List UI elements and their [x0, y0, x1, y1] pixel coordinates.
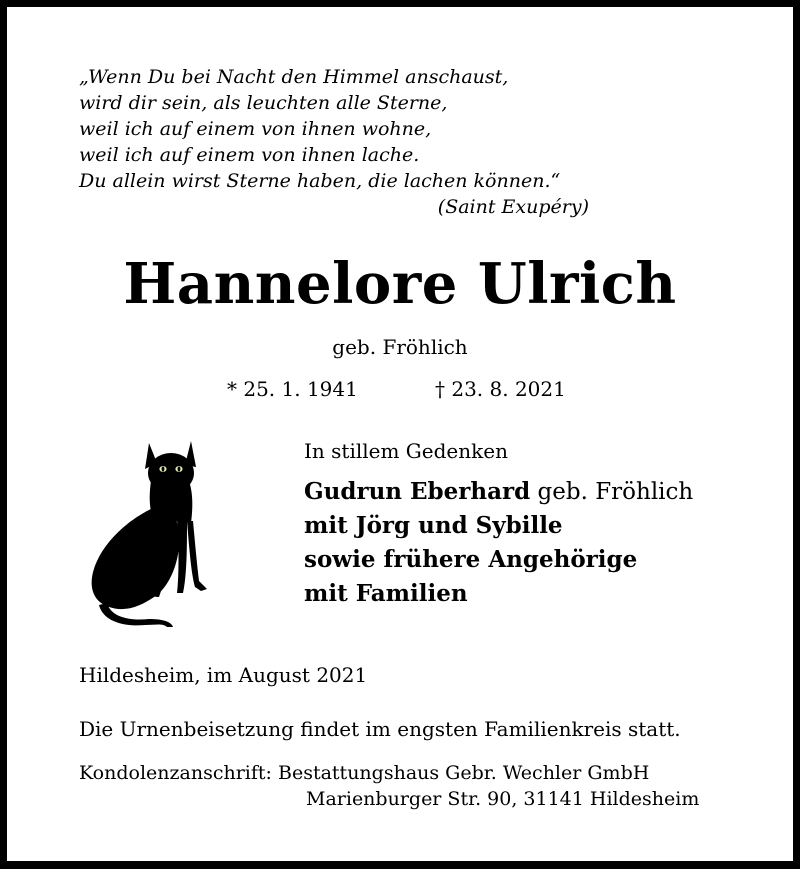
condolence-label: Kondolenzanschrift: [79, 762, 272, 784]
poem-line: „Wenn Du bei Nacht den Himmel anschaust, [79, 66, 509, 88]
mourner-maiden-name: geb. Fröhlich [530, 479, 694, 505]
mourner-families: mit Familien [304, 580, 468, 607]
mourner-relatives: sowie frühere Angehörige [304, 546, 638, 573]
mourners-block [304, 437, 764, 611]
condolence-company: Bestattungshaus Gebr. Wechler GmbH [278, 762, 650, 784]
maiden-name: geb. Fröhlich [332, 335, 468, 359]
obituary-notice [7, 7, 793, 861]
poem-line: weil ich auf einem von ihnen lache. [79, 144, 420, 166]
mourner-line [304, 577, 764, 611]
mourner-line [304, 475, 764, 509]
mourner-family: mit Jörg und Sybille [304, 512, 563, 539]
mourner-name: Gudrun Eberhard [304, 478, 531, 505]
poem-quote [79, 64, 599, 220]
remembrance-intro: In stillem Gedenken [304, 439, 508, 463]
deceased-name: Hannelore Ulrich [123, 251, 677, 317]
place-date: Hildesheim, im August 2021 [79, 663, 368, 687]
funeral-note: Die Urnenbeisetzung findet im engsten Familienkreis statt. [79, 717, 681, 741]
poem-line: Du allein wirst Sterne haben, die lachen können.“ [79, 170, 561, 192]
condolence-address [79, 760, 700, 810]
condolence-street: Marienburger Str. 90, 31141 Hildesheim [306, 788, 700, 810]
poem-line: weil ich auf einem von ihnen wohne, [79, 118, 432, 140]
poem-credit: (Saint Exupéry) [437, 196, 589, 218]
death-date: † 23. 8. 2021 [435, 377, 566, 401]
poem-line: wird dir sein, als leuchten alle Sterne, [79, 92, 448, 114]
mourner-line [304, 543, 764, 577]
birth-date: * 25. 1. 1941 [227, 377, 358, 401]
cat-icon [79, 435, 209, 627]
mourner-line [304, 509, 764, 543]
